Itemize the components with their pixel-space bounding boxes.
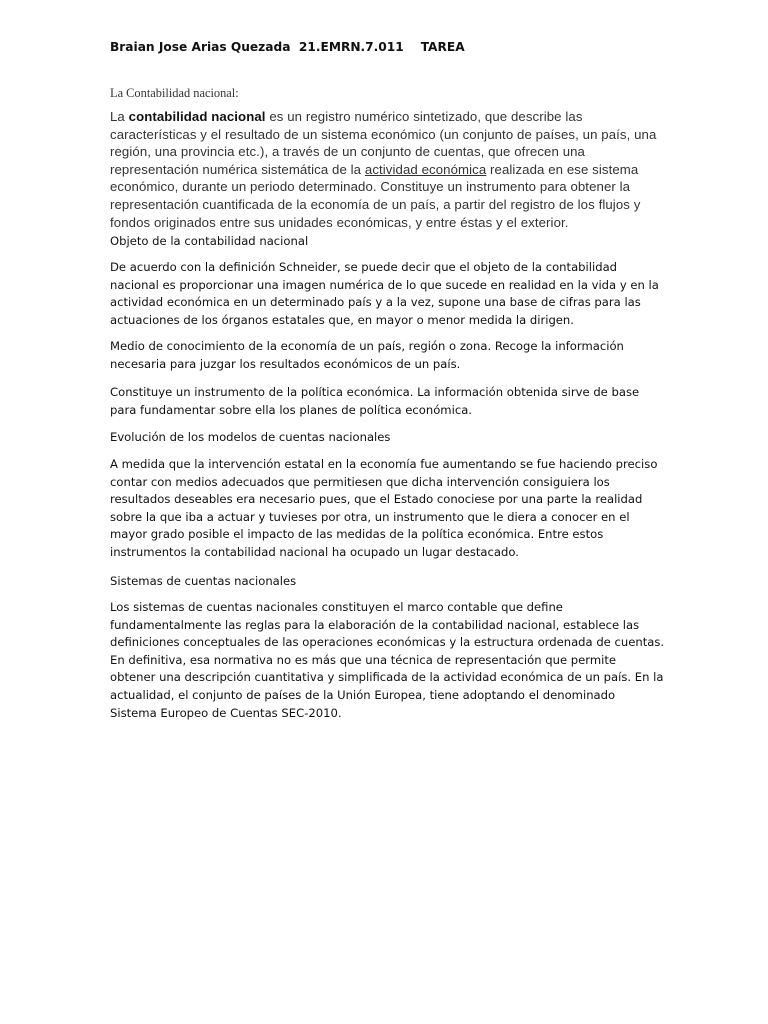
sistemas-paragraph: Los sistemas de cuentas nacionales constituyen el marco contable que define fundamentalmente las reglas para la elaboración de la contabilidad nacional, establece las definiciones conceptuales de las operaciones económicas y la estructura ordenada de cuentas. En definitiva, esa normativa no es más que una técnica de representación que permite obtener una descripción cuantitativa y simplificada de la actividad económica de un país. En la actualidad, el conjunto de países de la Unión Europea, tiene adoptando el denominado Sistema Europeo de Cuentas SEC-2010. (110, 600, 665, 720)
student-header: Braian Jose Arias Quezada 21.EMRN.7.011 TAREA (110, 40, 465, 54)
objeto-paragraph-1: De acuerdo con la definición Schneider, se puede decir que el objeto de la contabilidad nacional es proporcionar una imagen numérica de lo que sucede en realidad en la vida y en la actividad económica en un determinado país y a la vez, supone una base de cifras para las actuaciones de los órganos estatales que, en mayor o menor medida la dirigen. (110, 260, 659, 327)
evolucion-paragraph: A medida que la intervención estatal en la economía fue aumentando se fue haciendo preciso contar con medios adecuados que permitiesen que dicha intervención consiguiera los resultados deseables era necesario pues, que el Estado conociese por una parte la realidad sobre la que iba a actuar y tuvieses por otra, un instrumento que le diera a conocer en el mayor grado posible el impacto de las medidas de la política económica. Entre estos instrumentos la contabilidad nacional ha ocupado un lugar destacado. (110, 457, 658, 559)
actividad-economica-link[interactable]: actividad económica (364, 161, 487, 177)
objeto-paragraph-3: Constituye un instrumento de la política económica. La información obtenida sirve de base para fundamentar sobre ella los planes de política económica. (110, 385, 640, 417)
objeto-paragraph-2: Medio de conocimiento de la economía de un país, región o zona. Recoge la información necesaria para juzgar los resultados económicos de un país. (110, 339, 624, 371)
intro-part-1: La (110, 109, 129, 124)
objeto-heading: Objeto de la contabilidad nacional (110, 234, 309, 248)
intro-part-2: es un registro numérico sintetizado, que describe las características y el resultado de un sistema económico (un conjunto de países, un país, una región, una provincia etc.), a través de un conjunto de cuentas, que ofrecen una representación numérica sistemática de la (110, 109, 657, 177)
evolucion-heading: Evolución de los modelos de cuentas nacionales (110, 430, 391, 444)
sistemas-heading: Sistemas de cuentas nacionales (110, 574, 297, 588)
intro-paragraph (110, 108, 670, 231)
intro-bold-term: contabilidad nacional (128, 109, 266, 124)
intro-part-3: realizada en ese sistema económico, durante un periodo determinado. Constituye un instrumento para obtener la representación cuantificada de la economía de un país, a partir del registro de los flujos y fondos originados entre sus unidades económicas, y entre éstas y el exterior. (110, 161, 641, 230)
document-subtitle: La Contabilidad nacional: (110, 86, 239, 100)
